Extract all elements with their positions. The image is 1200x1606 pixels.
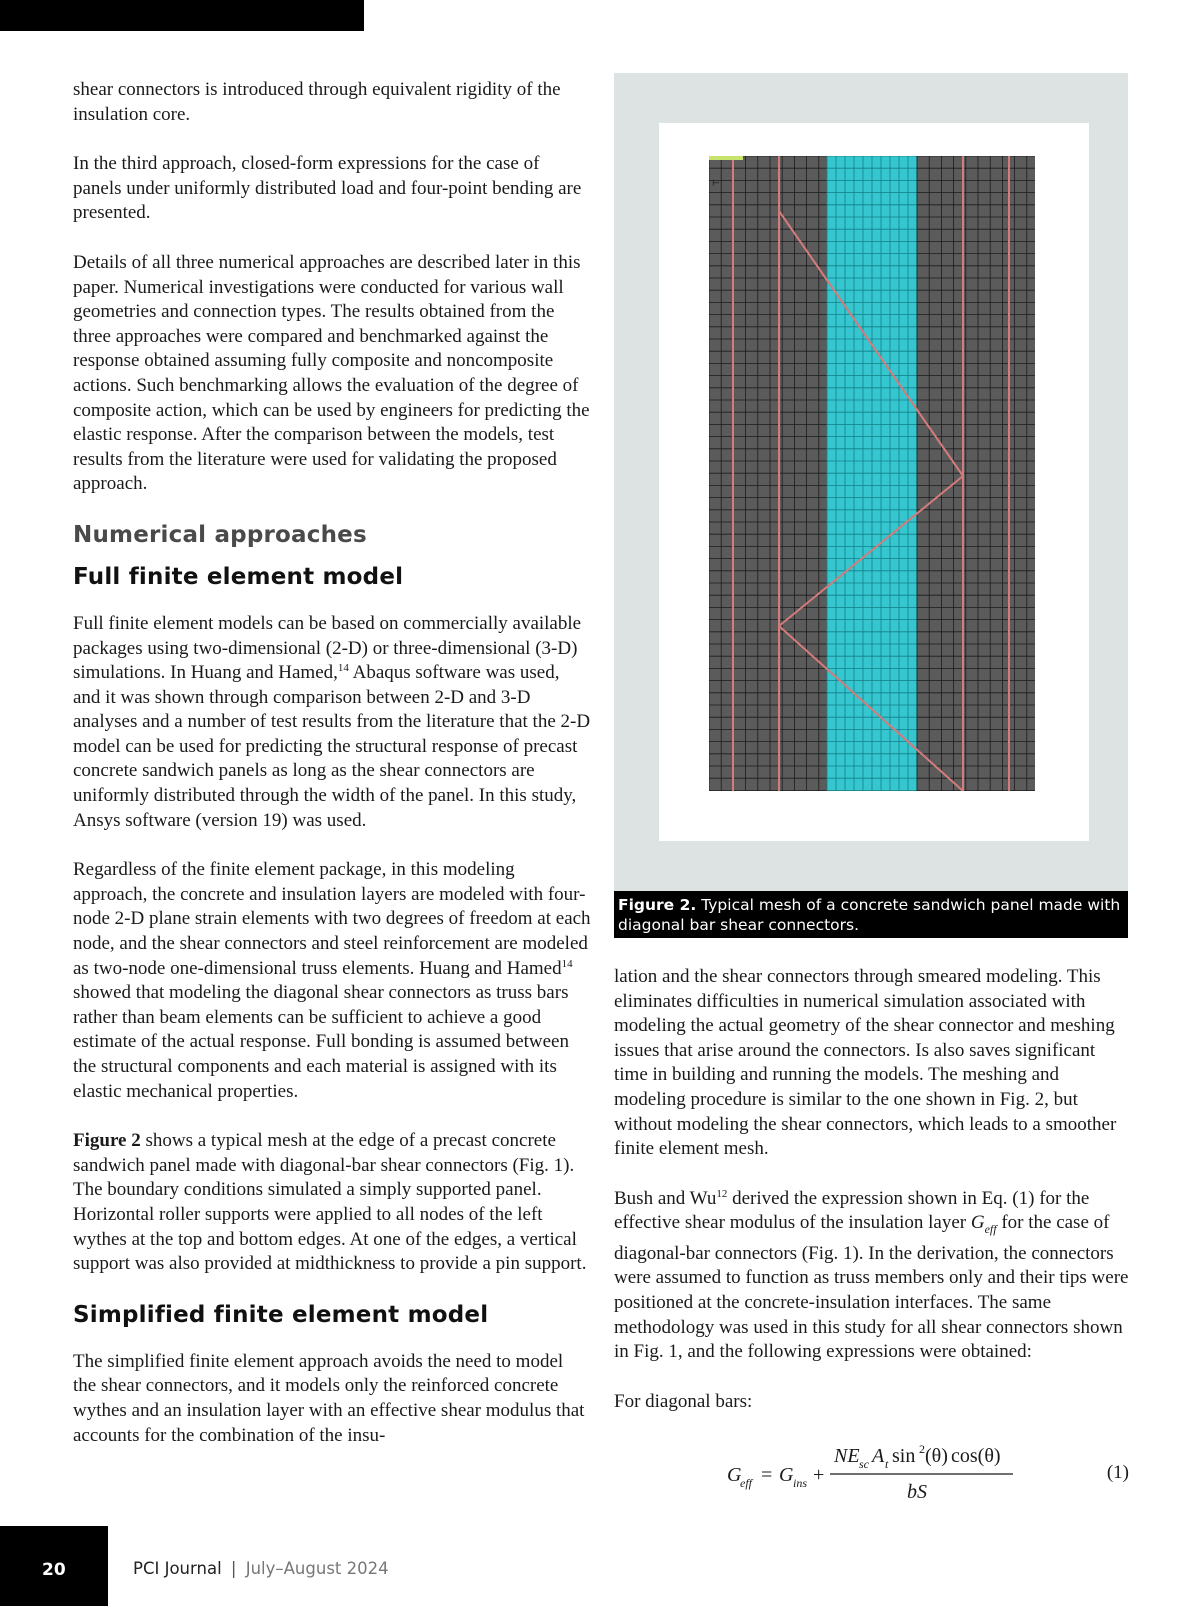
support-marker [709,156,743,160]
equation-1 [614,1440,1129,1504]
svg-text:(θ): (θ) [925,1445,948,1467]
figure-image-frame [659,123,1089,841]
insulation-layer [827,156,917,791]
paragraph: shear connectors is introduced through equivalent rigidity of the insulation core. [73,79,561,125]
figure-label: Figure 2. [618,896,697,914]
paragraph: Regardless of the finite element package, in this modeling approach, the concrete and insulation layers are modeled with four-node 2-D plane strain elements with two degrees of freedom at each node, and the shear connectors and steel reinforcement are modeled as two-node one-dimensional truss elements. Huang and Hamed$^{14}$ showed that modeling the diagonal shear connectors as truss bars rather than beam elements can be sufficient to achieve a good estimate of the actual response. Full bonding is assumed between the structural components and each material is assigned with its elastic mechanical properties. [73,859,591,1102]
journal-name: PCI Journal [133,1559,222,1578]
figure-ref: Figure 2 [73,1130,141,1152]
svg-text:sin: sin [892,1445,916,1467]
paragraph: lation and the shear connectors through smeared modeling. This eliminates difficulties in numerical simulation associated with modeling the actual geometry of the shear connector and meshing issues that arise around the connectors. Is also saves significant time in building and running the models. The meshing and modeling procedure is similar to the one shown in Fig. 2, but without modeling the shear connectors, which leads to a smoother finite element mesh. [614,966,1117,1160]
finite-element-mesh-image [709,156,1035,791]
svg-text:ins: ins [793,1476,808,1490]
concrete-wythe-left [709,156,827,791]
figure-panel [614,73,1128,891]
paragraph: Bush and Wu$^{12}$ derived the expression shown in Eq. (1) for the effective shear modulus of the insulation layer $G_{eff}$ for the case of diagonal-bar connectors (Fig. 1). In the derivation, the connectors were assumed to function as truss members only and their tips were positioned at the concrete-insulation interfaces. The same methodology was used in this study for all shear connectors shown in Fig. 1, and the following expressions were obtained: [614,1187,1129,1363]
right-column [614,965,1129,1439]
figure-caption-text: Typical mesh of a concrete sandwich panel made with diagonal bar shear connectors. [618,896,1121,934]
svg-text:sc: sc [859,1457,869,1471]
header-bar [0,0,364,31]
svg-text:G: G [727,1464,742,1486]
subsection-heading: Full finite element model [73,563,404,590]
equation-formula [727,1440,1027,1504]
paragraph: Figure 2 shows a typical mesh at the edge of a precast concrete sandwich panel made with diagonal-bar shear connectors (Fig. 1). The boundary conditions simulated a simply supported panel. Horizontal roller supports were applied to all nodes of the left wythes at the top and bottom edges. At one of the edges, a vertical support was also provided at midthickness to provide a pin support. [73,1130,587,1275]
svg-text:bS: bS [907,1481,927,1503]
paragraph: Details of all three numerical approaches are described later in this paper. Numerical investigations were conducted for various wall geometries and connection types. The results obtained from the three approaches were compared and benchmarked against the response obtained assuming fully composite and noncomposite actions. Such benchmarking allows the evaluation of the degree of composite action, which can be used by engineers for predicting the elastic response. After the comparison between the models, test results from the literature were used for validating the proposed approach. [73,251,590,495]
footer-separator: | [230,1559,237,1578]
roller-support-symbol: ⊢ [712,179,720,189]
svg-text:=: = [761,1464,773,1486]
page-number: 20 [42,1560,66,1580]
issue-date: July–August 2024 [245,1559,389,1578]
svg-text:+: + [813,1464,825,1486]
paragraph: The simplified finite element approach avoids the need to model the shear connectors, and it models only the reinforced concrete wythes and an insulation layer with an effective shear modulus that accounts for the combination of the insu- [73,1350,585,1446]
left-column [73,78,591,1473]
svg-text:eff: eff [740,1476,752,1490]
svg-text:t: t [885,1457,889,1471]
subsection-heading: Simplified finite element model [73,1301,489,1328]
figure-caption [614,891,1128,938]
svg-text:2: 2 [919,1442,925,1456]
svg-text:NE: NE [834,1445,860,1467]
svg-text:A: A [872,1445,885,1467]
paragraph: Full finite element models can be based on commercially available packages using two-dimensional (2-D) or three-dimensional (3-D) simulations. In Huang and Hamed,$^{14}$ Abaqus software was used, and it was shown through comparison between 2-D and 3-D analyses and a number of test results from the literature that the 2-D model can be used for predicting the structural response of precast concrete sandwich panels as long as the shear connectors are uniformly distributed through the width of the panel. In this study, Ansys software (version 19) was used. [73,612,591,831]
concrete-wythe-right [917,156,1035,791]
citation-ref: 14 [561,957,573,970]
equation-number: (1) [1106,1462,1129,1483]
section-heading: Numerical approaches [73,521,367,548]
footer-journal-info [133,1559,389,1578]
svg-text:G: G [779,1464,794,1486]
citation-ref: 12 [716,1187,728,1200]
citation-ref: 14 [337,662,349,675]
paragraph: In the third approach, closed-form expressions for the case of panels under uniformly distributed load and four-point bending are presented. [73,153,582,224]
svg-text:cos(θ): cos(θ) [951,1445,1001,1467]
paragraph: For diagonal bars: [614,1390,753,1412]
